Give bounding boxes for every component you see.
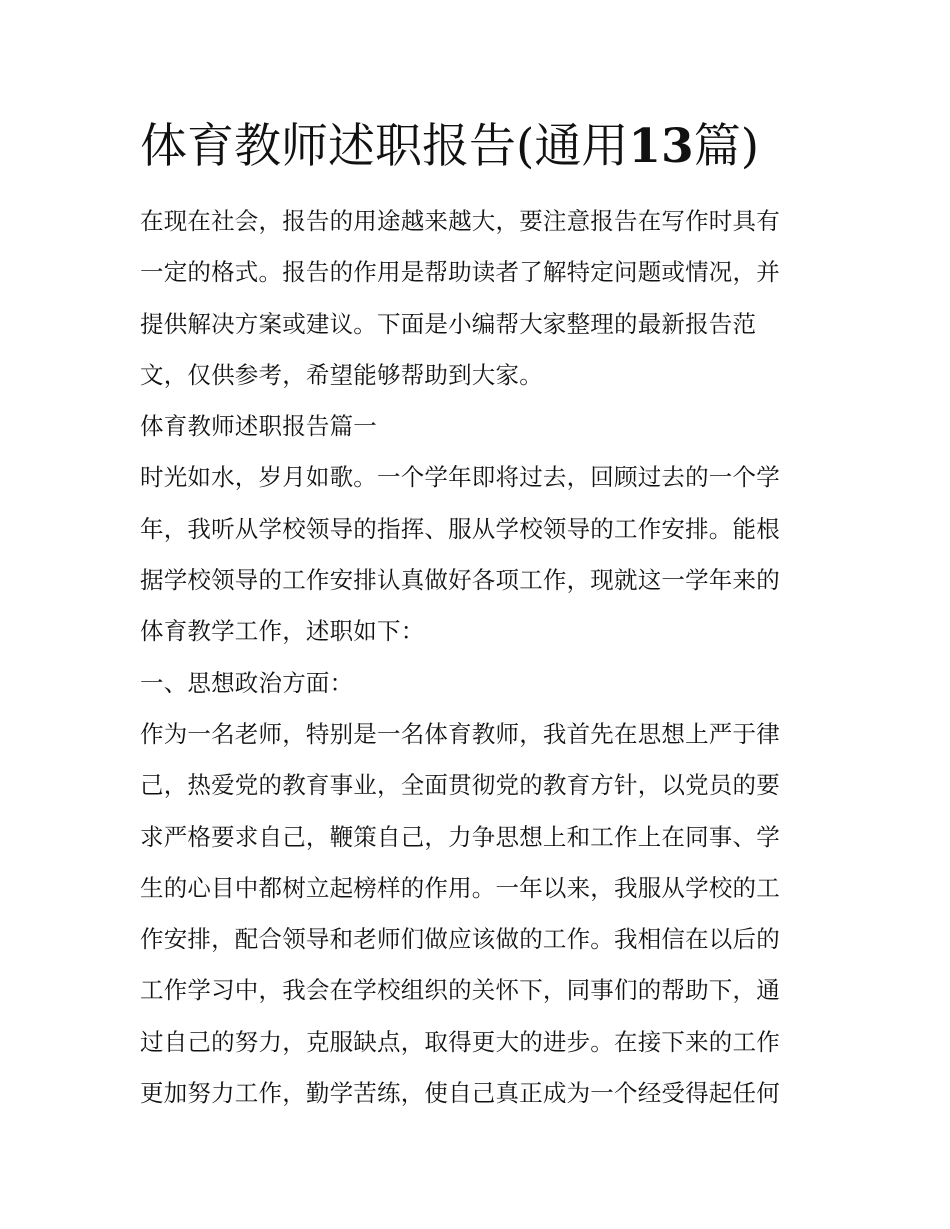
subsection-heading: 一、思想政治方面： [140,668,354,697]
paragraph-line: 过自己的努力，克服缺点，取得更大的进步。在接下来的工作 [140,1027,780,1056]
paragraph-line: 工作学习中，我会在学校组织的关怀下，同事们的帮助下，通 [140,976,780,1005]
intro-line-4: 文，仅供参考，希望能够帮助到大家。 [140,360,543,389]
title-number: 13 [628,119,694,174]
paragraph-line: 据学校领导的工作安排认真做好各项工作，现就这一学年来的 [140,566,780,595]
title-suffix: 篇) [693,119,760,174]
paragraph-line: 己，热爱党的教育事业，全面贯彻党的教育方针，以党员的要 [140,771,780,800]
paragraph-line: 更加努力工作，勤学苦练，使自己真正成为一个经受得起任何 [140,1079,780,1108]
paragraph-line: 年，我听从学校领导的指挥、服从学校领导的工作安排。能根 [140,514,780,543]
paragraph-line: 时光如水，岁月如歌。一个学年即将过去，回顾过去的一个学 [140,463,780,492]
section-heading: 体育教师述职报告篇一 [140,412,377,441]
paragraph-line: 作为一名老师，特别是一名体育教师，我首先在思想上严于律 [140,719,780,748]
paragraph-line: 生的心目中都树立起榜样的作用。一年以来，我服从学校的工 [140,873,780,902]
document-body [140,196,830,1119]
document-title [140,112,830,182]
intro-line-3: 提供解决方案或建议。下面是小编帮大家整理的最新报告范 [140,309,757,338]
paragraph-line: 体育教学工作，述职如下： [140,617,425,646]
title-prefix: 体育教师述职报告(通用 [140,119,629,174]
paragraph-line: 求严格要求自己，鞭策自己，力争思想上和工作上在同事、学 [140,822,780,851]
intro-line-2: 一定的格式。报告的作用是帮助读者了解特定问题或情况，并 [140,258,780,287]
paragraph-line: 作安排，配合领导和老师们做应该做的工作。我相信在以后的 [140,925,780,954]
intro-line-1: 在现在社会，报告的用途越来越大，要注意报告在写作时具有 [140,207,780,235]
